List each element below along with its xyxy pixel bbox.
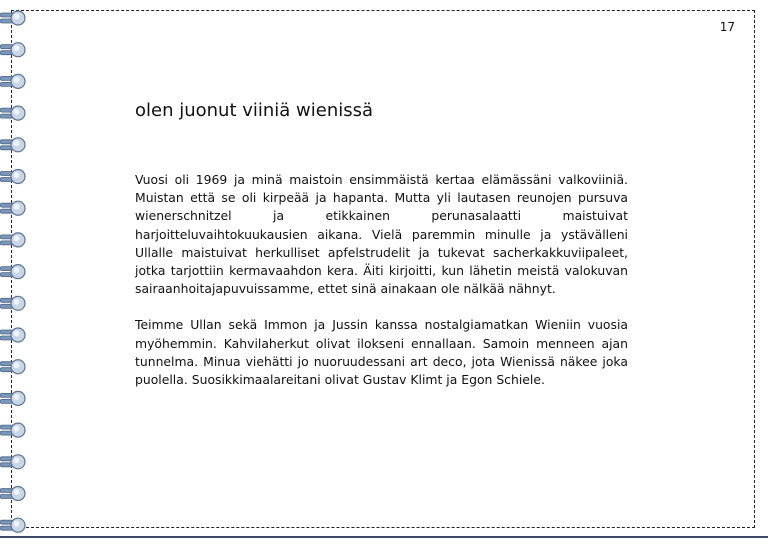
binding-ring <box>0 74 25 88</box>
binding-ring <box>0 296 25 310</box>
binding-ring <box>0 423 25 437</box>
binding-ring <box>0 201 25 215</box>
page-number: 17 <box>719 20 735 34</box>
binding-ring <box>0 455 25 469</box>
bottom-rule <box>0 536 768 538</box>
binding-ring <box>0 43 25 57</box>
binding-ring <box>0 265 25 279</box>
binding-ring <box>0 487 25 501</box>
binding-ring <box>0 138 25 152</box>
binding-ring <box>0 11 25 25</box>
body-text <box>135 171 628 407</box>
spiral-binding <box>0 0 30 544</box>
binding-ring <box>0 518 25 532</box>
binding-ring <box>0 106 25 120</box>
binding-ring <box>0 328 25 342</box>
binding-ring <box>0 233 25 247</box>
binding-ring <box>0 360 25 374</box>
binding-ring <box>0 391 25 405</box>
paragraph-1: Vuosi oli 1969 ja minä maistoin ensimmäistä kertaa elämässäni valkoviiniä. Muistan että se oli kirpeää ja hapanta. Mutta yli lautasen reunojen pursuva wienerschnitzel ja etikkainen perunasalaatti maistuivat harjoitteluvaihtokuukausien aikana. Vielä paremmin minulle ja ystävälleni Ullalle maistuivat herkulliset apfelstrudelit ja tukevat sacherkakkuviipaleet, jotka tarjottiin kermavaahdon kera. Äiti kirjoitti, kun lähetin meistä valokuvan sairaanhoitajapuvuissamme, ettet sinä ainakaan ole nälkää nähnyt. <box>135 172 628 297</box>
binding-ring <box>0 170 25 184</box>
page-title: olen juonut viiniä wienissä <box>135 100 374 121</box>
paragraph-2: Teimme Ullan sekä Immon ja Jussin kanssa nostalgiamatkan Wieniin vuosia myöhemmin. Kahvilaherkut olivat ilokseni ennallaan. Samoin menneen ajan tunnelma. Minua viehätti jo nuoruudessani art deco, jota Wienissä näkee joka puolella. Suosikkimaalareitani olivat Gustav Klimt ja Egon Schiele. <box>135 317 628 388</box>
